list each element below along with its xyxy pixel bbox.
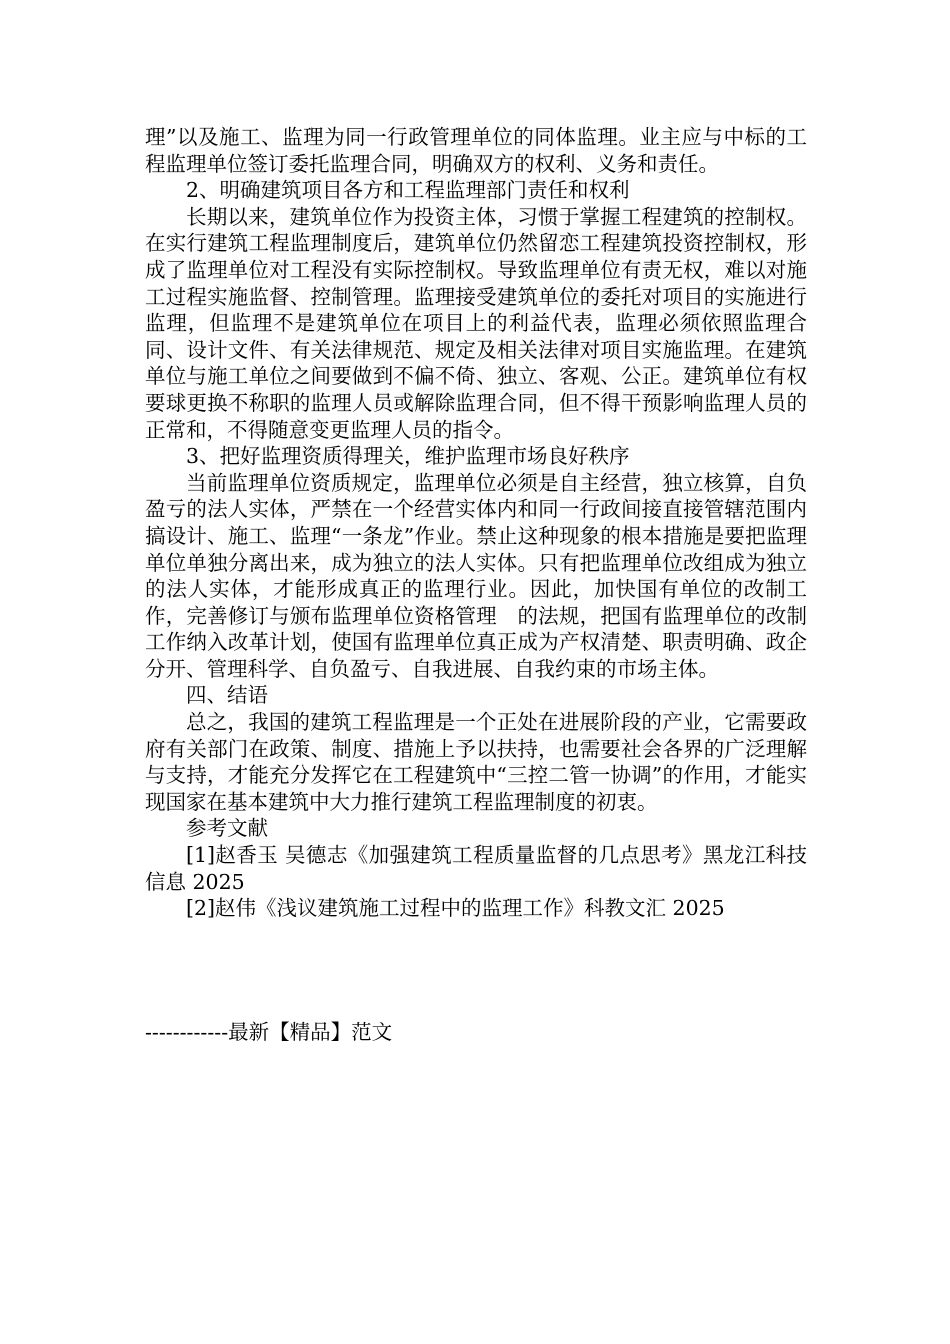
paragraph-continuation: 理”以及施工、监理为同一行政管理单位的同体监理。业主应与中标的工程监理单位签订委托监理合同，明确双方的权利、义务和责任。 (145, 125, 807, 176)
reference-item-2: [2]赵伟《浅议建筑施工过程中的监理工作》科教文汇 2025 (186, 896, 725, 921)
footer-banner: ------------最新【精品】范文 (145, 1020, 393, 1044)
reference-item-1: [1]赵香玉 吴德志《加强建筑工程质量监督的几点思考》黑龙江科技信息 2025 (145, 843, 807, 894)
section-heading-3: 3、把好监理资质得理关，维护监理市场良好秩序 (186, 444, 630, 469)
paragraph-responsibility: 长期以来，建筑单位作为投资主体，习惯于掌握工程建筑的控制权。在实行建筑工程监理制度后，建筑单位仍然留恋工程建筑投资控制权，形成了监理单位对工程没有实际控制权。导致监理单位有责无权，难以对施工过程实施监督、控制管理。监理接受建筑单位的委托对项目的实施进行监理，但监理不是建筑单位在项目上的利益代表，监理必须依照监理合同、设计文件、有关法律规范、规定及相关法律对项目实施监理。在建筑单位与施工单位之间要做到不偏不倚、独立、客观、公正。建筑单位有权要球更换不称职的监理人员或解除监理合同，但不得干预影响监理人员的正常和，不得随意变更监理人员的指令。 (145, 204, 807, 442)
section-heading-conclusion: 四、结语 (186, 683, 268, 708)
references-heading: 参考文献 (186, 816, 268, 841)
paragraph-qualification: 当前监理单位资质规定，监理单位必须是自主经营，独立核算，自负盈亏的法人实体，严禁在一个经营实体内和同一行政间接直接管辖范围内搞设计、施工、监理“一条龙”作业。禁止这种现象的根本措施是要把监理单位单独分离出来，成为独立的法人实体。只有把监理单位改组成为独立的法人实体，才能形成真正的监理行业。因此，加快国有单位的改制工作，完善修订与颁布监理单位资格管理 的法规，把国有监理单位的改制工作纳入改革计划，使国有监理单位真正成为产权清楚、职责明确、政企分开、管理科学、自负盈亏、自我进展、自我约束的市场主体。 (145, 470, 807, 681)
paragraph-conclusion: 总之，我国的建筑工程监理是一个正处在进展阶段的产业，它需要政府有关部门在政策、制度、措施上予以扶持，也需要社会各界的广泛理解与支持，才能充分发挥它在工程建筑中“三控二管一协调”的作用，才能实现国家在基本建筑中大力推行建筑工程监理制度的初衷。 (145, 710, 807, 814)
section-heading-2: 2、明确建筑项目各方和工程监理部门责任和权利 (186, 178, 630, 203)
document-body (145, 124, 807, 922)
